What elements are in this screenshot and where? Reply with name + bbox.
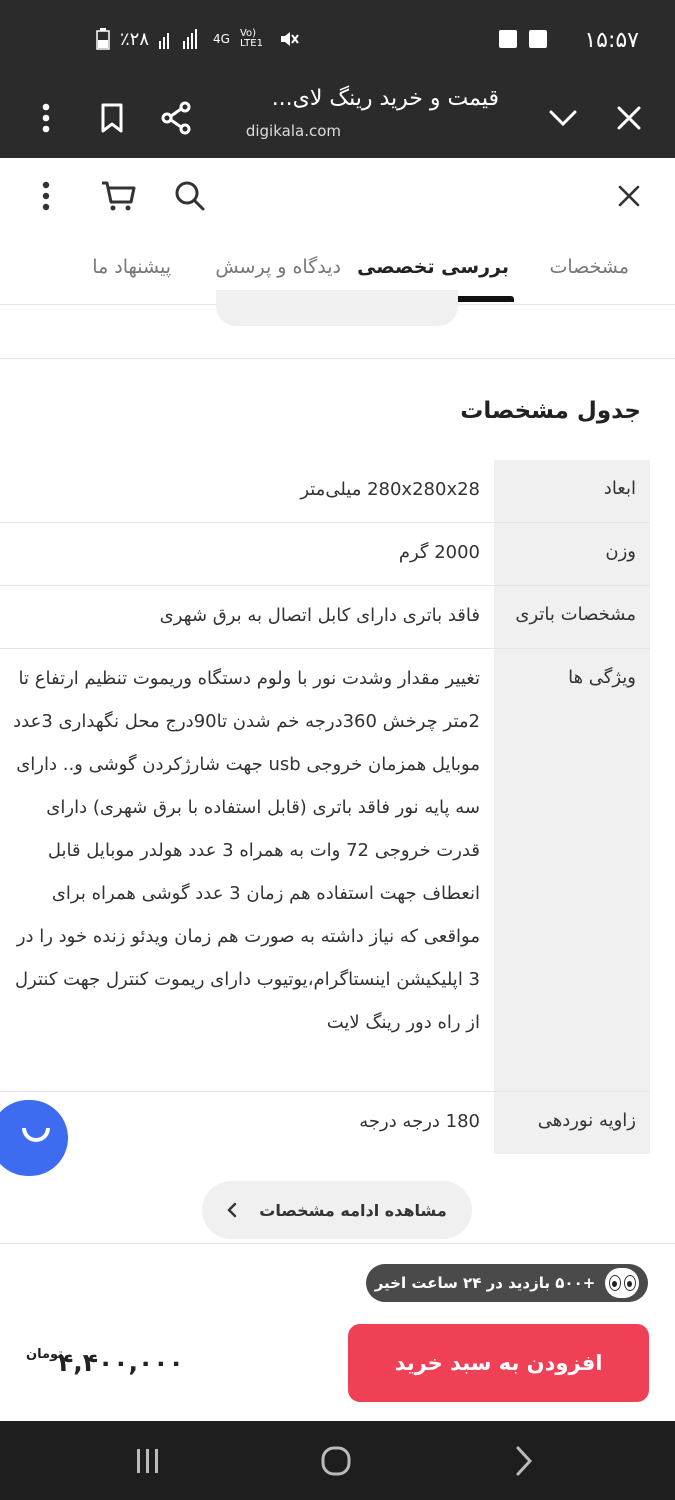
system-nav-bar xyxy=(0,1421,675,1500)
share-icon[interactable] xyxy=(152,94,200,142)
page-domain: digikala.com xyxy=(245,122,341,140)
tab-comments[interactable]: دیدگاه و پرسش xyxy=(215,256,341,278)
spec-row-weight xyxy=(0,523,650,586)
spec-table xyxy=(0,460,650,1154)
page-title: قیمت و خرید رینگ لای... xyxy=(271,86,499,111)
spec-row-light-angle xyxy=(0,1092,650,1154)
system-indicators xyxy=(96,28,300,50)
battery-icon xyxy=(96,28,110,50)
more-vert-icon[interactable] xyxy=(22,94,70,142)
signal-icon xyxy=(159,29,203,49)
spec-key: مشخصات باتری xyxy=(494,586,650,648)
bookmark-icon[interactable] xyxy=(88,94,136,142)
back-icon[interactable] xyxy=(502,1439,546,1483)
spec-table-title: جدول مشخصات xyxy=(460,398,641,424)
spec-key: ابعاد xyxy=(494,460,650,522)
volte-indicator: Vo) LTE1 xyxy=(239,28,263,49)
partial-button[interactable] xyxy=(216,290,458,326)
show-more-specs-button[interactable] xyxy=(202,1181,472,1239)
browser-toolbar xyxy=(0,80,675,158)
check-notification-icon xyxy=(529,30,547,48)
cart-icon[interactable] xyxy=(94,172,142,220)
spec-value: 180 درجه درجه xyxy=(359,1111,480,1132)
product-price: ۴,۴۰۰,۰۰۰ xyxy=(58,1348,184,1377)
status-icons xyxy=(499,30,547,48)
visits-text: +۵۰۰ بازدید در ۲۴ ساعت اخیر xyxy=(374,1274,596,1292)
app-header xyxy=(0,158,675,236)
gallery-notification-icon xyxy=(499,30,517,48)
add-to-cart-button[interactable]: افزودن به سبد خرید xyxy=(348,1324,649,1402)
spec-row-battery xyxy=(0,586,650,649)
tab-expert-review[interactable]: بررسی تخصصی xyxy=(357,256,509,278)
eyes-icon xyxy=(605,1268,639,1298)
spec-row-features xyxy=(0,649,650,1092)
chat-assistant-button[interactable] xyxy=(0,1100,68,1176)
chevron-down-icon[interactable] xyxy=(539,94,587,142)
network-type: 4G xyxy=(213,32,230,46)
home-icon[interactable] xyxy=(314,1439,358,1483)
close-icon[interactable] xyxy=(605,172,653,220)
show-more-label: مشاهده ادامه مشخصات xyxy=(259,1200,447,1220)
search-icon[interactable] xyxy=(166,172,214,220)
spec-value: 2000 گرم xyxy=(398,542,480,563)
tab-specifications[interactable]: مشخصات xyxy=(549,256,629,278)
currency-label: تومان xyxy=(26,1347,64,1362)
battery-level: ٪۲۸ xyxy=(120,28,150,50)
close-icon[interactable] xyxy=(605,94,653,142)
spec-value: تغییر مقدار وشدت نور با ولوم دستگاه وریموت تنظیم ارتفاع تا 2متر چرخش 360درجه خم شدن تا90درج محل نگهداری 3عدد موبایل همزمان خروجی usb جهت شارژکردن گوشی و.. دارای سه پایه نور فاقد باتری (قابل استفاده با برق شهری) دارای قدرت خروجی 72 وات به همراه 3 عدد هولدر موبایل قابل انعطاف جهت استفاده هم زمان 3 عدد گوشی همراه برای مواقعی که نیاز داشته به صورت هم زمان ویدئو زنده خود را در 3 اپلیکیشن اینستاگرام،یوتیوب دارای ریموت کنترل جهت کنترل از راه دور رینگ لایت xyxy=(13,668,480,1033)
spec-row-dimensions xyxy=(0,460,650,523)
spec-value: فاقد باتری دارای کابل اتصال به برق شهری xyxy=(159,605,480,626)
section-divider xyxy=(0,358,675,359)
status-bar xyxy=(0,0,675,80)
mute-icon xyxy=(278,28,300,50)
smile-icon xyxy=(22,1128,50,1142)
tab-suggestions[interactable]: پیشنهاد ما xyxy=(92,256,171,278)
spec-key: زاویه نوردهی xyxy=(494,1092,650,1154)
spec-value: 280x280x28 میلی‌متر xyxy=(300,479,480,500)
purchase-bar xyxy=(0,1243,675,1422)
recent-apps-icon[interactable] xyxy=(126,1439,170,1483)
chevron-left-icon xyxy=(227,1202,237,1218)
more-vert-icon[interactable] xyxy=(22,172,70,220)
visits-badge xyxy=(366,1264,648,1302)
spec-key: وزن xyxy=(494,523,650,585)
clock: ۱۵:۵۷ xyxy=(584,28,639,53)
spec-key: ویژگی ها xyxy=(494,649,650,1091)
